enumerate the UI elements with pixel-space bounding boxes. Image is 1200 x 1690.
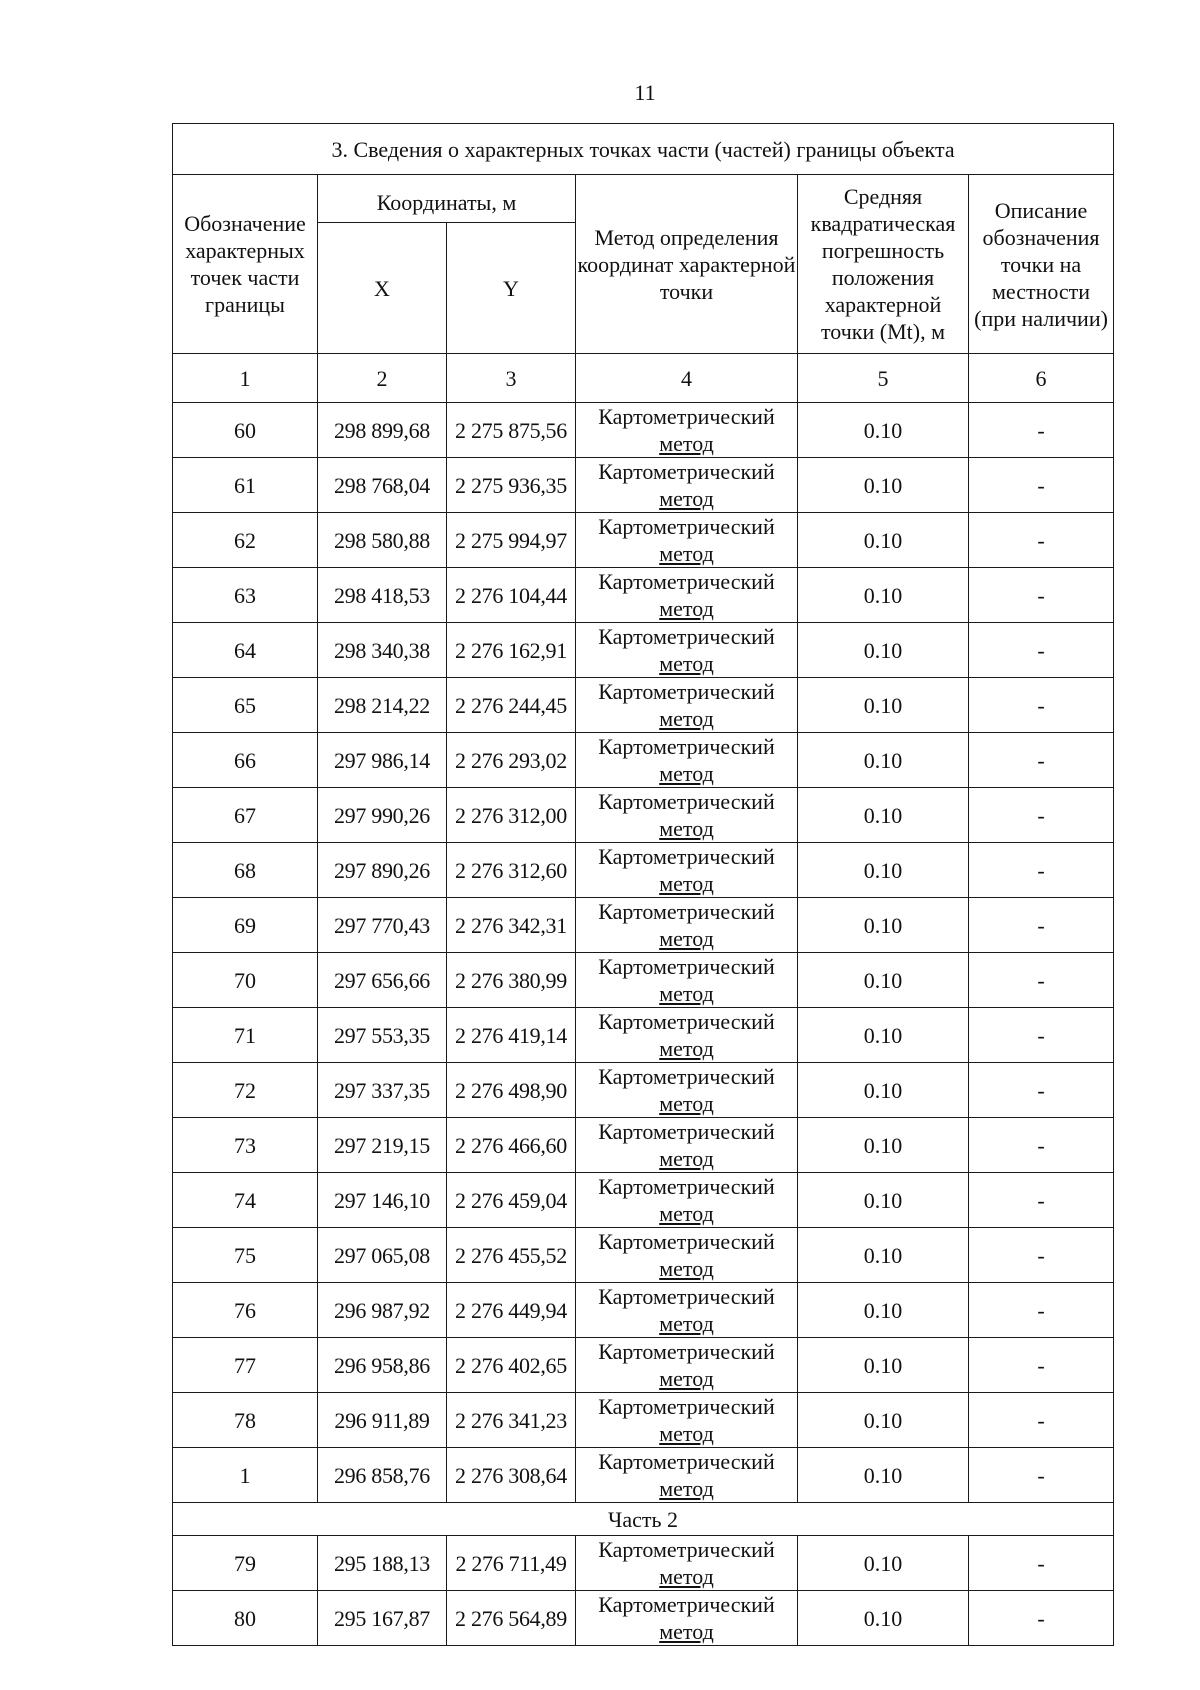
- table-row: [173, 1591, 1114, 1646]
- boundary-points-table: [172, 123, 1114, 1646]
- point-id-cell: 70: [173, 953, 318, 1008]
- description-cell: -: [969, 513, 1114, 568]
- x-coordinate-cell: 298 214,22: [318, 678, 447, 733]
- method-line1: Картометрический: [598, 1284, 775, 1309]
- point-id-cell: 80: [173, 1591, 318, 1646]
- method-cell: [576, 1063, 798, 1118]
- table-row: [173, 843, 1114, 898]
- column-number-row: [173, 354, 1114, 403]
- method-line2: метод: [659, 706, 714, 731]
- x-coordinate-cell: 296 958,86: [318, 1338, 447, 1393]
- method-line2: метод: [659, 651, 714, 676]
- method-cell: [576, 403, 798, 458]
- point-id-cell: 64: [173, 623, 318, 678]
- table-row: [173, 788, 1114, 843]
- error-cell: 0.10: [798, 1448, 969, 1503]
- method-cell: [576, 568, 798, 623]
- description-cell: -: [969, 1448, 1114, 1503]
- x-coordinate-cell: 297 065,08: [318, 1228, 447, 1283]
- description-cell: -: [969, 1283, 1114, 1338]
- description-cell: -: [969, 1393, 1114, 1448]
- error-cell: 0.10: [798, 513, 969, 568]
- method-line2: метод: [659, 431, 714, 456]
- error-cell: 0.10: [798, 788, 969, 843]
- point-id-cell: 66: [173, 733, 318, 788]
- method-cell: [576, 1283, 798, 1338]
- error-cell: 0.10: [798, 1063, 969, 1118]
- method-line2: метод: [659, 1256, 714, 1281]
- method-line2: метод: [659, 596, 714, 621]
- error-cell: 0.10: [798, 458, 969, 513]
- description-cell: -: [969, 843, 1114, 898]
- y-coordinate-cell: 2 276 312,60: [447, 843, 576, 898]
- method-line1: Картометрический: [598, 1449, 775, 1474]
- table-row: [173, 1228, 1114, 1283]
- error-cell: 0.10: [798, 1393, 969, 1448]
- x-coordinate-cell: 297 656,66: [318, 953, 447, 1008]
- error-cell: 0.10: [798, 403, 969, 458]
- point-id-cell: 68: [173, 843, 318, 898]
- error-cell: 0.10: [798, 1591, 969, 1646]
- error-cell: 0.10: [798, 1338, 969, 1393]
- header-description: Описание обозначения точки на местности (при наличии): [969, 175, 1114, 354]
- method-line1: Картометрический: [598, 624, 775, 649]
- y-coordinate-cell: 2 276 104,44: [447, 568, 576, 623]
- point-id-cell: 65: [173, 678, 318, 733]
- method-line1: Картометрический: [598, 899, 775, 924]
- x-coordinate-cell: 297 553,35: [318, 1008, 447, 1063]
- description-cell: -: [969, 1063, 1114, 1118]
- method-line1: Картометрический: [598, 734, 775, 759]
- method-cell: [576, 1591, 798, 1646]
- y-coordinate-cell: 2 276 449,94: [447, 1283, 576, 1338]
- description-cell: -: [969, 953, 1114, 1008]
- method-line2: метод: [659, 981, 714, 1006]
- error-cell: 0.10: [798, 953, 969, 1008]
- point-id-cell: 75: [173, 1228, 318, 1283]
- error-cell: 0.10: [798, 623, 969, 678]
- point-id-cell: 69: [173, 898, 318, 953]
- header-method: Метод определения координат характерной точки: [576, 175, 798, 354]
- method-line2: метод: [659, 1146, 714, 1171]
- method-line1: Картометрический: [598, 954, 775, 979]
- header-row-1: [173, 175, 1114, 223]
- point-id-cell: 74: [173, 1173, 318, 1228]
- table-row: [173, 568, 1114, 623]
- method-line1: Картометрический: [598, 514, 775, 539]
- y-coordinate-cell: 2 276 244,45: [447, 678, 576, 733]
- table-row: [173, 1008, 1114, 1063]
- point-id-cell: 1: [173, 1448, 318, 1503]
- y-coordinate-cell: 2 275 936,35: [447, 458, 576, 513]
- method-line1: Картометрический: [598, 1229, 775, 1254]
- method-cell: [576, 953, 798, 1008]
- method-line2: метод: [659, 1421, 714, 1446]
- column-number: 1: [173, 354, 318, 403]
- header-y: Y: [447, 223, 576, 354]
- y-coordinate-cell: 2 276 380,99: [447, 953, 576, 1008]
- method-line2: метод: [659, 926, 714, 951]
- point-id-cell: 72: [173, 1063, 318, 1118]
- description-cell: -: [969, 458, 1114, 513]
- method-cell: [576, 898, 798, 953]
- header-error: Средняя квадратическая погрешность положения характерной точки (Mt), м: [798, 175, 969, 354]
- error-cell: 0.10: [798, 733, 969, 788]
- y-coordinate-cell: 2 276 466,60: [447, 1118, 576, 1173]
- method-line1: Картометрический: [598, 404, 775, 429]
- error-cell: 0.10: [798, 1228, 969, 1283]
- x-coordinate-cell: 298 340,38: [318, 623, 447, 678]
- y-coordinate-cell: 2 276 711,49: [447, 1536, 576, 1591]
- table-row: [173, 953, 1114, 1008]
- method-line2: метод: [659, 1201, 714, 1226]
- error-cell: 0.10: [798, 1008, 969, 1063]
- method-line1: Картометрический: [598, 789, 775, 814]
- y-coordinate-cell: 2 276 402,65: [447, 1338, 576, 1393]
- point-id-cell: 79: [173, 1536, 318, 1591]
- x-coordinate-cell: 298 768,04: [318, 458, 447, 513]
- x-coordinate-cell: 296 911,89: [318, 1393, 447, 1448]
- point-id-cell: 73: [173, 1118, 318, 1173]
- x-coordinate-cell: 297 337,35: [318, 1063, 447, 1118]
- method-line2: метод: [659, 486, 714, 511]
- description-cell: -: [969, 898, 1114, 953]
- header-coordinates: Координаты, м: [318, 175, 576, 223]
- method-line2: метод: [659, 1564, 714, 1589]
- table-row: [173, 678, 1114, 733]
- section-title-row: [173, 124, 1114, 175]
- method-line1: Картометрический: [598, 844, 775, 869]
- x-coordinate-cell: 297 990,26: [318, 788, 447, 843]
- table-row: [173, 733, 1114, 788]
- point-id-cell: 61: [173, 458, 318, 513]
- point-id-cell: 67: [173, 788, 318, 843]
- page-number: 11: [634, 80, 656, 105]
- description-cell: -: [969, 568, 1114, 623]
- method-line2: метод: [659, 541, 714, 566]
- x-coordinate-cell: 296 987,92: [318, 1283, 447, 1338]
- x-coordinate-cell: 295 188,13: [318, 1536, 447, 1591]
- method-line1: Картометрический: [598, 569, 775, 594]
- part-2-label: Часть 2: [173, 1503, 1114, 1536]
- y-coordinate-cell: 2 276 419,14: [447, 1008, 576, 1063]
- table-row: [173, 1338, 1114, 1393]
- y-coordinate-cell: 2 276 459,04: [447, 1173, 576, 1228]
- method-line2: метод: [659, 1619, 714, 1644]
- method-line1: Картометрический: [598, 459, 775, 484]
- method-line1: Картометрический: [598, 679, 775, 704]
- method-cell: [576, 843, 798, 898]
- table-row: [173, 1448, 1114, 1503]
- description-cell: -: [969, 733, 1114, 788]
- table-row: [173, 513, 1114, 568]
- table-row: [173, 403, 1114, 458]
- description-cell: -: [969, 1173, 1114, 1228]
- description-cell: -: [969, 678, 1114, 733]
- method-line2: метод: [659, 761, 714, 786]
- column-number: 3: [447, 354, 576, 403]
- x-coordinate-cell: 298 418,53: [318, 568, 447, 623]
- column-number: 4: [576, 354, 798, 403]
- error-cell: 0.10: [798, 1118, 969, 1173]
- table-row: [173, 1173, 1114, 1228]
- method-cell: [576, 1393, 798, 1448]
- method-line1: Картометрический: [598, 1009, 775, 1034]
- column-number: 5: [798, 354, 969, 403]
- x-coordinate-cell: 297 986,14: [318, 733, 447, 788]
- error-cell: 0.10: [798, 678, 969, 733]
- x-coordinate-cell: 296 858,76: [318, 1448, 447, 1503]
- table-row: [173, 1118, 1114, 1173]
- method-cell: [576, 1173, 798, 1228]
- part-separator-row: [173, 1503, 1114, 1536]
- description-cell: -: [969, 1338, 1114, 1393]
- x-coordinate-cell: 297 890,26: [318, 843, 447, 898]
- x-coordinate-cell: 298 580,88: [318, 513, 447, 568]
- method-cell: [576, 513, 798, 568]
- method-line2: метод: [659, 1091, 714, 1116]
- header-designation: Обозначение характерных точек части границы: [173, 175, 318, 354]
- y-coordinate-cell: 2 275 875,56: [447, 403, 576, 458]
- table-row: [173, 1283, 1114, 1338]
- x-coordinate-cell: 298 899,68: [318, 403, 447, 458]
- description-cell: -: [969, 1591, 1114, 1646]
- method-cell: [576, 678, 798, 733]
- y-coordinate-cell: 2 276 564,89: [447, 1591, 576, 1646]
- description-cell: -: [969, 403, 1114, 458]
- header-x: X: [318, 223, 447, 354]
- y-coordinate-cell: 2 276 455,52: [447, 1228, 576, 1283]
- point-id-cell: 71: [173, 1008, 318, 1063]
- point-id-cell: 78: [173, 1393, 318, 1448]
- point-id-cell: 62: [173, 513, 318, 568]
- column-number: 6: [969, 354, 1114, 403]
- method-line2: метод: [659, 1036, 714, 1061]
- method-line1: Картометрический: [598, 1064, 775, 1089]
- y-coordinate-cell: 2 276 342,31: [447, 898, 576, 953]
- x-coordinate-cell: 297 146,10: [318, 1173, 447, 1228]
- method-cell: [576, 1008, 798, 1063]
- method-line1: Картометрический: [598, 1119, 775, 1144]
- y-coordinate-cell: 2 276 312,00: [447, 788, 576, 843]
- method-cell: [576, 1118, 798, 1173]
- description-cell: -: [969, 788, 1114, 843]
- point-id-cell: 63: [173, 568, 318, 623]
- method-line2: метод: [659, 1366, 714, 1391]
- error-cell: 0.10: [798, 1173, 969, 1228]
- method-line1: Картометрический: [598, 1592, 775, 1617]
- point-id-cell: 60: [173, 403, 318, 458]
- method-line2: метод: [659, 871, 714, 896]
- y-coordinate-cell: 2 276 162,91: [447, 623, 576, 678]
- method-line1: Картометрический: [598, 1339, 775, 1364]
- point-id-cell: 77: [173, 1338, 318, 1393]
- table-row: [173, 1536, 1114, 1591]
- y-coordinate-cell: 2 276 293,02: [447, 733, 576, 788]
- method-line1: Картометрический: [598, 1394, 775, 1419]
- method-cell: [576, 733, 798, 788]
- error-cell: 0.10: [798, 898, 969, 953]
- y-coordinate-cell: 2 276 498,90: [447, 1063, 576, 1118]
- description-cell: -: [969, 1118, 1114, 1173]
- x-coordinate-cell: 297 219,15: [318, 1118, 447, 1173]
- method-cell: [576, 623, 798, 678]
- table-row: [173, 623, 1114, 678]
- method-line2: метод: [659, 816, 714, 841]
- description-cell: -: [969, 623, 1114, 678]
- x-coordinate-cell: 295 167,87: [318, 1591, 447, 1646]
- description-cell: -: [969, 1008, 1114, 1063]
- method-line2: метод: [659, 1476, 714, 1501]
- error-cell: 0.10: [798, 843, 969, 898]
- table-row: [173, 458, 1114, 513]
- table-row: [173, 898, 1114, 953]
- error-cell: 0.10: [798, 568, 969, 623]
- column-number: 2: [318, 354, 447, 403]
- method-line1: Картометрический: [598, 1537, 775, 1562]
- error-cell: 0.10: [798, 1536, 969, 1591]
- x-coordinate-cell: 297 770,43: [318, 898, 447, 953]
- method-cell: [576, 1228, 798, 1283]
- method-cell: [576, 1536, 798, 1591]
- point-id-cell: 76: [173, 1283, 318, 1338]
- y-coordinate-cell: 2 275 994,97: [447, 513, 576, 568]
- section-title: 3. Сведения о характерных точках части (частей) границы объекта: [173, 124, 1114, 175]
- method-cell: [576, 1448, 798, 1503]
- description-cell: -: [969, 1536, 1114, 1591]
- y-coordinate-cell: 2 276 308,64: [447, 1448, 576, 1503]
- error-cell: 0.10: [798, 1283, 969, 1338]
- method-cell: [576, 1338, 798, 1393]
- method-cell: [576, 458, 798, 513]
- method-cell: [576, 788, 798, 843]
- description-cell: -: [969, 1228, 1114, 1283]
- method-line2: метод: [659, 1311, 714, 1336]
- y-coordinate-cell: 2 276 341,23: [447, 1393, 576, 1448]
- method-line1: Картометрический: [598, 1174, 775, 1199]
- table-row: [173, 1063, 1114, 1118]
- table-row: [173, 1393, 1114, 1448]
